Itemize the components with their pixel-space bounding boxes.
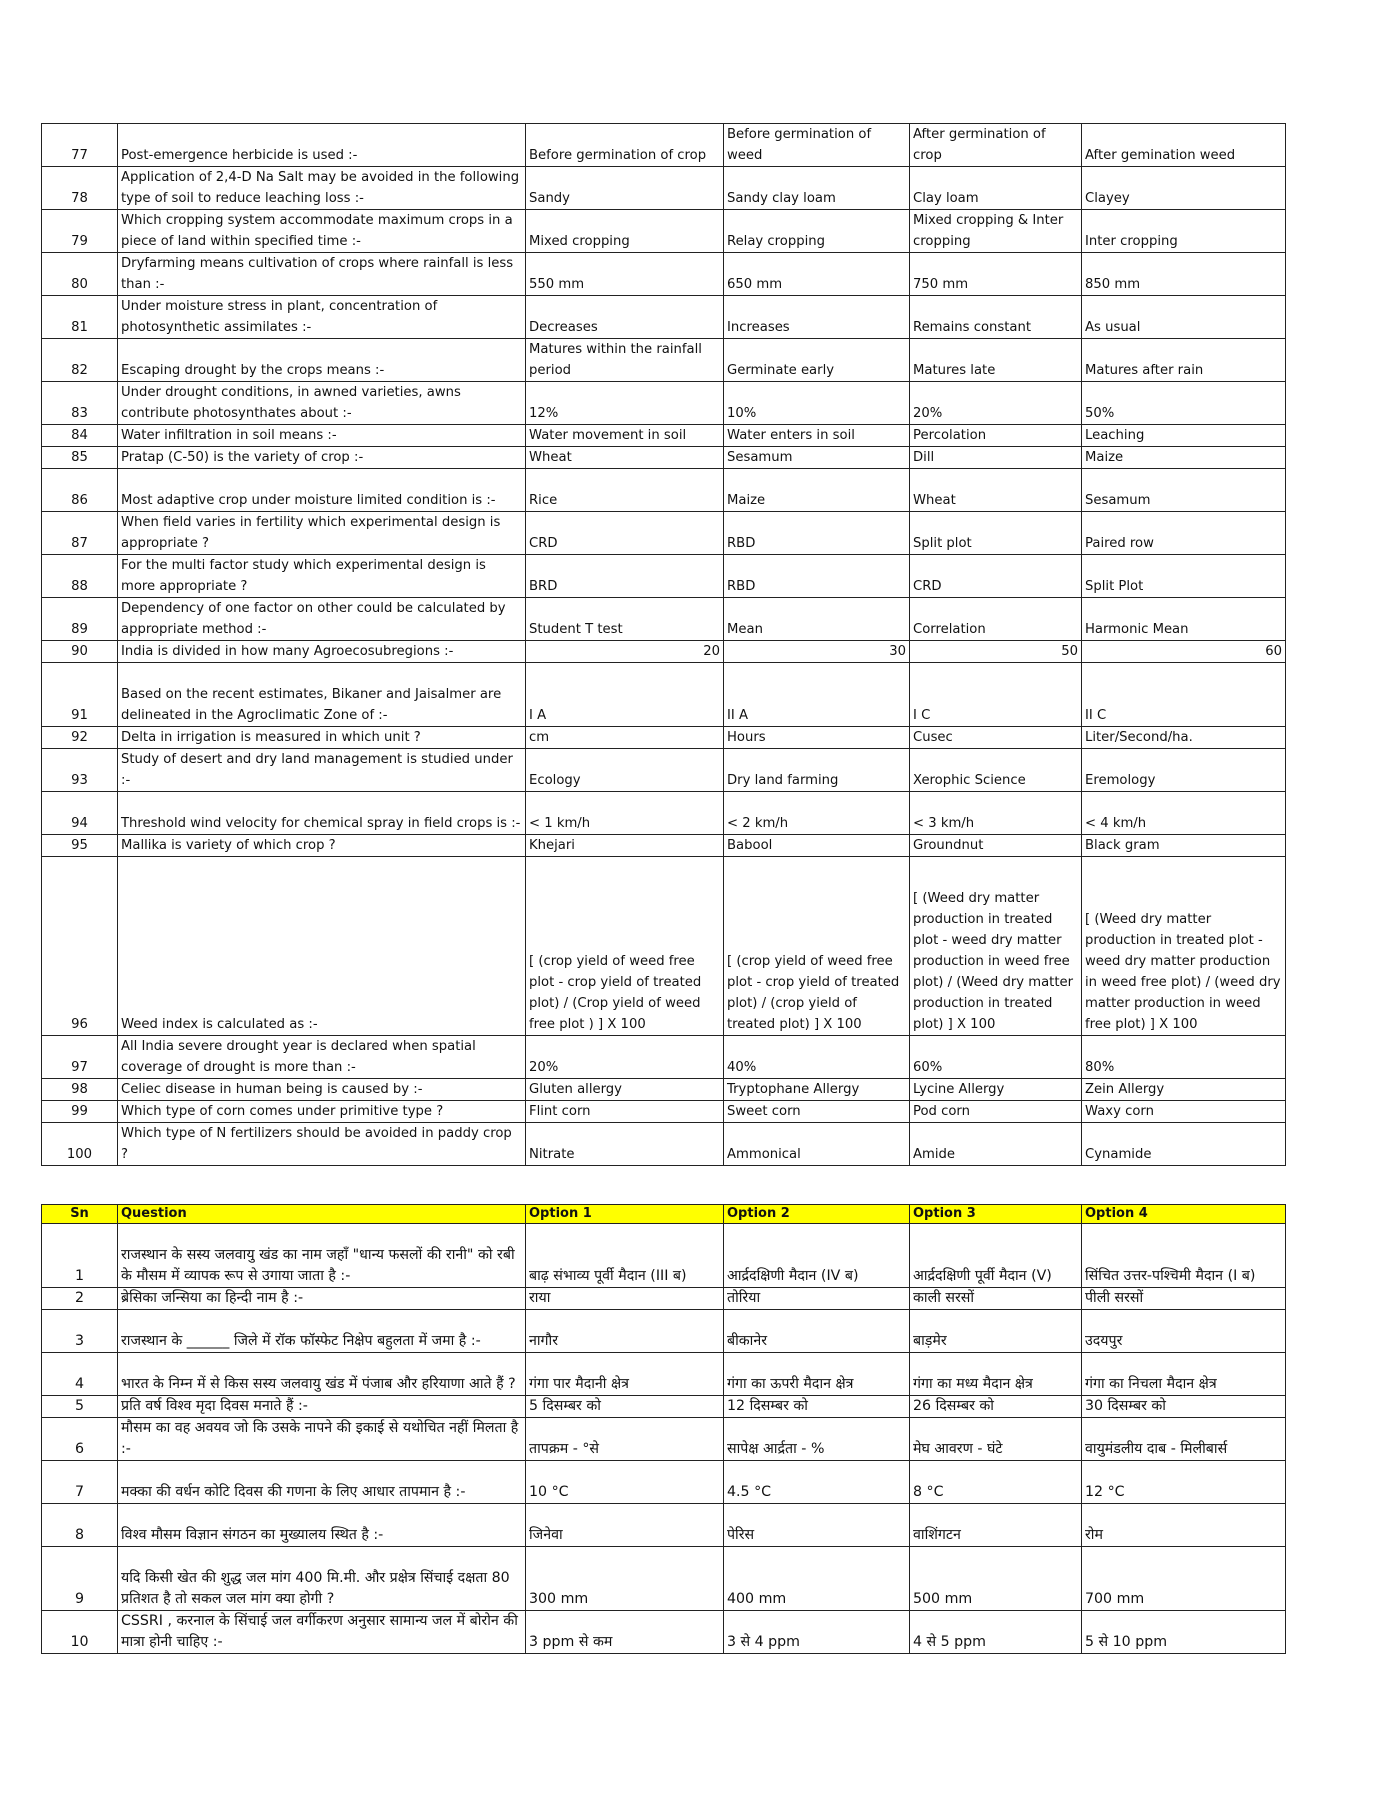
option-3-cell: Remains constant	[910, 296, 1082, 339]
row-number: 98	[42, 1079, 118, 1101]
row-number: 95	[42, 835, 118, 857]
option-1-cell: Sandy	[526, 167, 724, 210]
question-cell: मौसम का वह अवयव जो कि उसके नापने की इकाई से यथोचित नहीं मिलता है :-	[118, 1418, 526, 1461]
option-1-cell: < 1 km/h	[526, 792, 724, 835]
option-2-cell: तोरिया	[724, 1288, 910, 1310]
option-4-cell: 5 से 10 ppm	[1082, 1611, 1286, 1654]
table-row	[42, 296, 1286, 339]
question-cell: CSSRI , करनाल के सिंचाई जल वर्गीकरण अनुसार सामान्य जल में बोरोन की मात्रा होनी चाहिए :-	[118, 1611, 526, 1654]
option-3-cell: Cusec	[910, 727, 1082, 749]
question-cell: ब्रेसिका जन्सिया का हिन्दी नाम है :-	[118, 1288, 526, 1310]
option-2-cell: 40%	[724, 1036, 910, 1079]
question-cell: Based on the recent estimates, Bikaner and Jaisalmer are delineated in the Agroclimatic Zone of :-	[118, 663, 526, 727]
option-2-cell: II A	[724, 663, 910, 727]
option-3-cell: Matures late	[910, 339, 1082, 382]
row-number: 6	[42, 1418, 118, 1461]
question-cell: Post-emergence herbicide is used :-	[118, 124, 526, 167]
question-cell: India is divided in how many Agroecosubregions :-	[118, 641, 526, 663]
option-4-cell: 60	[1082, 641, 1286, 663]
option-4-cell: Leaching	[1082, 425, 1286, 447]
option-3-cell: Pod corn	[910, 1101, 1082, 1123]
option-2-cell: Hours	[724, 727, 910, 749]
question-cell: Which cropping system accommodate maximum crops in a piece of land within specified time :-	[118, 210, 526, 253]
table-row	[42, 425, 1286, 447]
question-cell: When field varies in fertility which experimental design is appropriate ?	[118, 512, 526, 555]
option-2-cell: Ammonical	[724, 1123, 910, 1166]
option-2-cell: Relay cropping	[724, 210, 910, 253]
option-2-cell: RBD	[724, 512, 910, 555]
option-3-cell: Groundnut	[910, 835, 1082, 857]
option-2-cell: गंगा का ऊपरी मैदान क्षेत्र	[724, 1353, 910, 1396]
option-2-cell: Maize	[724, 469, 910, 512]
question-cell: Most adaptive crop under moisture limited condition is :-	[118, 469, 526, 512]
option-1-cell: 5 दिसम्बर को	[526, 1396, 724, 1418]
option-3-cell: Clay loam	[910, 167, 1082, 210]
option-1-cell: Water movement in soil	[526, 425, 724, 447]
option-1-cell: Decreases	[526, 296, 724, 339]
row-number: 78	[42, 167, 118, 210]
option-4-cell: 80%	[1082, 1036, 1286, 1079]
question-cell: Mallika is variety of which crop ?	[118, 835, 526, 857]
question-cell: भारत के निम्न में से किस सस्य जलवायु खंड में पंजाब और हरियाणा आते हैं ?	[118, 1353, 526, 1396]
table-row	[42, 1461, 1286, 1504]
option-2-cell: Tryptophane Allergy	[724, 1079, 910, 1101]
question-cell: Which type of N fertilizers should be avoided in paddy crop ?	[118, 1123, 526, 1166]
option-1-cell: Matures within the rainfall period	[526, 339, 724, 382]
question-cell: Under moisture stress in plant, concentration of photosynthetic assimilates :-	[118, 296, 526, 339]
option-1-cell: गंगा पार मैदानी क्षेत्र	[526, 1353, 724, 1396]
question-cell: Study of desert and dry land management is studied under :-	[118, 749, 526, 792]
option-2-cell: 12 दिसम्बर को	[724, 1396, 910, 1418]
option-2-cell: Increases	[724, 296, 910, 339]
option-2-cell: 3 से 4 ppm	[724, 1611, 910, 1654]
option-1-cell: Wheat	[526, 447, 724, 469]
option-2-cell: Sweet corn	[724, 1101, 910, 1123]
option-4-cell: Liter/Second/ha.	[1082, 727, 1286, 749]
question-cell: Which type of corn comes under primitive type ?	[118, 1101, 526, 1123]
row-number: 80	[42, 253, 118, 296]
option-3-cell: गंगा का मध्य मैदान क्षेत्र	[910, 1353, 1082, 1396]
option-1-cell: 550 mm	[526, 253, 724, 296]
table-row	[42, 727, 1286, 749]
row-number: 3	[42, 1310, 118, 1353]
option-2-cell: पेरिस	[724, 1504, 910, 1547]
option-4-cell: 30 दिसम्बर को	[1082, 1396, 1286, 1418]
option-3-cell: Dill	[910, 447, 1082, 469]
option-1-cell: Before germination of crop	[526, 124, 724, 167]
row-number: 97	[42, 1036, 118, 1079]
question-cell: For the multi factor study which experimental design is more appropriate ?	[118, 555, 526, 598]
option-1-cell: नागौर	[526, 1310, 724, 1353]
option-1-cell: 10 °C	[526, 1461, 724, 1504]
table-row	[42, 1611, 1286, 1654]
question-cell: राजस्थान के सस्य जलवायु खंड का नाम जहाँ "धान्य फसलों की रानी" को रबी के मौसम में व्यापक रूप से उगाया जाता है :-	[118, 1224, 526, 1288]
table-row	[42, 1123, 1286, 1166]
option-1-cell: 20	[526, 641, 724, 663]
option-1-cell: BRD	[526, 555, 724, 598]
table-row	[42, 749, 1286, 792]
option-4-cell: Eremology	[1082, 749, 1286, 792]
option-1-cell: Nitrate	[526, 1123, 724, 1166]
option-3-cell: मेघ आवरण - घंटे	[910, 1418, 1082, 1461]
option-4-cell: Sesamum	[1082, 469, 1286, 512]
option-3-cell: काली सरसों	[910, 1288, 1082, 1310]
option-4-cell: 12 °C	[1082, 1461, 1286, 1504]
option-3-cell: वाशिंगटन	[910, 1504, 1082, 1547]
question-cell: यदि किसी खेत की शुद्ध जल मांग 400 मि.मी. और प्रक्षेत्र सिंचाई दक्षता 80 प्रतिशत है तो सकल जल मांग क्या होगी ?	[118, 1547, 526, 1611]
option-2-cell: < 2 km/h	[724, 792, 910, 835]
option-2-cell: सापेक्ष आर्द्रता - %	[724, 1418, 910, 1461]
question-cell: Weed index is calculated as :-	[118, 857, 526, 1036]
row-number: 93	[42, 749, 118, 792]
row-number: 77	[42, 124, 118, 167]
row-number: 84	[42, 425, 118, 447]
option-4-cell: II C	[1082, 663, 1286, 727]
table-row	[42, 339, 1286, 382]
table-row	[42, 1396, 1286, 1418]
question-cell: Water infiltration in soil means :-	[118, 425, 526, 447]
header-option-4: Option 4	[1082, 1205, 1286, 1224]
option-4-cell: रोम	[1082, 1504, 1286, 1547]
row-number: 90	[42, 641, 118, 663]
option-4-cell: वायुमंडलीय दाब - मिलीबार्स	[1082, 1418, 1286, 1461]
row-number: 5	[42, 1396, 118, 1418]
table-row	[42, 512, 1286, 555]
table-row	[42, 555, 1286, 598]
option-4-cell: Cynamide	[1082, 1123, 1286, 1166]
header-option-1: Option 1	[526, 1205, 724, 1224]
option-2-cell: Before germination of weed	[724, 124, 910, 167]
option-4-cell: Matures after rain	[1082, 339, 1286, 382]
option-2-cell: Germinate early	[724, 339, 910, 382]
option-4-cell: Waxy corn	[1082, 1101, 1286, 1123]
option-2-cell: Water enters in soil	[724, 425, 910, 447]
row-number: 82	[42, 339, 118, 382]
row-number: 1	[42, 1224, 118, 1288]
row-number: 2	[42, 1288, 118, 1310]
option-1-cell: Rice	[526, 469, 724, 512]
option-1-cell: Mixed cropping	[526, 210, 724, 253]
option-1-cell: I A	[526, 663, 724, 727]
table-row	[42, 835, 1286, 857]
table-row	[42, 1288, 1286, 1310]
option-2-cell: Sandy clay loam	[724, 167, 910, 210]
header-question: Question	[118, 1205, 526, 1224]
option-4-cell: < 4 km/h	[1082, 792, 1286, 835]
option-2-cell: [ (crop yield of weed free plot - crop yield of treated plot) / (crop yield of treated plot) ] X 100	[724, 857, 910, 1036]
option-4-cell: गंगा का निचला मैदान क्षेत्र	[1082, 1353, 1286, 1396]
question-cell: Threshold wind velocity for chemical spray in field crops is :-	[118, 792, 526, 835]
option-1-cell: Khejari	[526, 835, 724, 857]
row-number: 88	[42, 555, 118, 598]
option-3-cell: < 3 km/h	[910, 792, 1082, 835]
option-1-cell: Gluten allergy	[526, 1079, 724, 1101]
table-row	[42, 598, 1286, 641]
question-cell: प्रति वर्ष विश्व मृदा दिवस मनाते हैं :-	[118, 1396, 526, 1418]
option-4-cell: As usual	[1082, 296, 1286, 339]
question-cell: राजस्थान के ______ जिले में रॉक फॉस्फेट निक्षेप बहुलता में जमा है :-	[118, 1310, 526, 1353]
table-row	[42, 253, 1286, 296]
header-option-3: Option 3	[910, 1205, 1082, 1224]
row-number: 91	[42, 663, 118, 727]
table-row	[42, 447, 1286, 469]
row-number: 10	[42, 1611, 118, 1654]
option-2-cell: आर्द्रदक्षिणी मैदान (IV ब)	[724, 1224, 910, 1288]
table-row	[42, 1036, 1286, 1079]
table-row	[42, 124, 1286, 167]
row-number: 96	[42, 857, 118, 1036]
row-number: 79	[42, 210, 118, 253]
option-1-cell: जिनेवा	[526, 1504, 724, 1547]
option-4-cell: [ (Weed dry matter production in treated plot - weed dry matter production in weed free plot) / (weed dry matter production in weed free plot) ] X 100	[1082, 857, 1286, 1036]
option-4-cell: Clayey	[1082, 167, 1286, 210]
option-2-cell: 30	[724, 641, 910, 663]
row-number: 81	[42, 296, 118, 339]
option-2-cell: Sesamum	[724, 447, 910, 469]
row-number: 9	[42, 1547, 118, 1611]
table-row	[42, 1310, 1286, 1353]
table-row	[42, 210, 1286, 253]
table-row	[42, 167, 1286, 210]
option-1-cell: तापक्रम - °से	[526, 1418, 724, 1461]
table-row	[42, 1224, 1286, 1288]
option-1-cell: CRD	[526, 512, 724, 555]
option-4-cell: 50%	[1082, 382, 1286, 425]
option-3-cell: 26 दिसम्बर को	[910, 1396, 1082, 1418]
table-row	[42, 663, 1286, 727]
option-3-cell: After germination of crop	[910, 124, 1082, 167]
option-4-cell: Zein Allergy	[1082, 1079, 1286, 1101]
option-2-cell: 10%	[724, 382, 910, 425]
table-row	[42, 641, 1286, 663]
table-row	[42, 1101, 1286, 1123]
question-cell: Under drought conditions, in awned varieties, awns contribute photosynthates about :-	[118, 382, 526, 425]
option-3-cell: 50	[910, 641, 1082, 663]
option-3-cell: 60%	[910, 1036, 1082, 1079]
option-3-cell: 20%	[910, 382, 1082, 425]
option-1-cell: बाढ़ संभाव्य पूर्वी मैदान (III ब)	[526, 1224, 724, 1288]
row-number: 86	[42, 469, 118, 512]
option-4-cell: Maize	[1082, 447, 1286, 469]
option-2-cell: बीकानेर	[724, 1310, 910, 1353]
question-cell: Dryfarming means cultivation of crops where rainfall is less than :-	[118, 253, 526, 296]
question-cell: All India severe drought year is declared when spatial coverage of drought is more than :-	[118, 1036, 526, 1079]
option-4-cell: पीली सरसों	[1082, 1288, 1286, 1310]
option-2-cell: 400 mm	[724, 1547, 910, 1611]
row-number: 7	[42, 1461, 118, 1504]
quiz-table-hindi	[41, 1204, 1286, 1654]
table-row	[42, 1353, 1286, 1396]
question-cell: Dependency of one factor on other could be calculated by appropriate method :-	[118, 598, 526, 641]
option-4-cell: 700 mm	[1082, 1547, 1286, 1611]
row-number: 92	[42, 727, 118, 749]
option-3-cell: Correlation	[910, 598, 1082, 641]
option-3-cell: Amide	[910, 1123, 1082, 1166]
option-1-cell: Ecology	[526, 749, 724, 792]
question-cell: विश्व मौसम विज्ञान संगठन का मुख्यालय स्थित है :-	[118, 1504, 526, 1547]
row-number: 87	[42, 512, 118, 555]
option-1-cell: 3 ppm से कम	[526, 1611, 724, 1654]
option-4-cell: उदयपुर	[1082, 1310, 1286, 1353]
row-number: 94	[42, 792, 118, 835]
option-3-cell: Percolation	[910, 425, 1082, 447]
option-4-cell: Black gram	[1082, 835, 1286, 857]
question-cell: मक्का की वर्धन कोटि दिवस की गणना के लिए आधार तापमान है :-	[118, 1461, 526, 1504]
option-3-cell: Lycine Allergy	[910, 1079, 1082, 1101]
row-number: 83	[42, 382, 118, 425]
option-1-cell: राया	[526, 1288, 724, 1310]
option-4-cell: Harmonic Mean	[1082, 598, 1286, 641]
table-row	[42, 857, 1286, 1036]
option-1-cell: 300 mm	[526, 1547, 724, 1611]
option-2-cell: Dry land farming	[724, 749, 910, 792]
header-sn: Sn	[42, 1205, 118, 1224]
option-4-cell: Paired row	[1082, 512, 1286, 555]
table-row	[42, 1418, 1286, 1461]
row-number: 8	[42, 1504, 118, 1547]
option-3-cell: आर्द्रदक्षिणी पूर्वी मैदान (V)	[910, 1224, 1082, 1288]
option-4-cell: Split Plot	[1082, 555, 1286, 598]
option-1-cell: [ (crop yield of weed free plot - crop yield of treated plot) / (Crop yield of weed free plot ) ] X 100	[526, 857, 724, 1036]
table-row	[42, 1547, 1286, 1611]
option-3-cell: बाड़मेर	[910, 1310, 1082, 1353]
option-3-cell: Xerophic Science	[910, 749, 1082, 792]
table-header-row	[42, 1205, 1286, 1224]
row-number: 85	[42, 447, 118, 469]
option-4-cell: After gemination weed	[1082, 124, 1286, 167]
question-cell: Delta in irrigation is measured in which unit ?	[118, 727, 526, 749]
option-4-cell: सिंचित उत्तर-पश्चिमी मैदान (I ब)	[1082, 1224, 1286, 1288]
table-row	[42, 1079, 1286, 1101]
option-3-cell: Mixed cropping & Inter cropping	[910, 210, 1082, 253]
option-1-cell: Student T test	[526, 598, 724, 641]
option-4-cell: Inter cropping	[1082, 210, 1286, 253]
option-2-cell: 650 mm	[724, 253, 910, 296]
option-1-cell: 20%	[526, 1036, 724, 1079]
row-number: 99	[42, 1101, 118, 1123]
option-3-cell: I C	[910, 663, 1082, 727]
question-cell: Celiec disease in human being is caused by :-	[118, 1079, 526, 1101]
option-4-cell: 850 mm	[1082, 253, 1286, 296]
row-number: 100	[42, 1123, 118, 1166]
option-3-cell: [ (Weed dry matter production in treated plot - weed dry matter production in weed free plot) / (Weed dry matter production in treated plot) ] X 100	[910, 857, 1082, 1036]
option-1-cell: cm	[526, 727, 724, 749]
option-2-cell: RBD	[724, 555, 910, 598]
question-cell: Pratap (C-50) is the variety of crop :-	[118, 447, 526, 469]
row-number: 4	[42, 1353, 118, 1396]
question-cell: Application of 2,4-D Na Salt may be avoided in the following type of soil to reduce leaching loss :-	[118, 167, 526, 210]
option-3-cell: 4 से 5 ppm	[910, 1611, 1082, 1654]
row-number: 89	[42, 598, 118, 641]
quiz-table-english	[41, 123, 1286, 1166]
table-row	[42, 792, 1286, 835]
table-row	[42, 1504, 1286, 1547]
table-row	[42, 469, 1286, 512]
option-3-cell: 8 °C	[910, 1461, 1082, 1504]
table-row	[42, 382, 1286, 425]
option-3-cell: CRD	[910, 555, 1082, 598]
option-3-cell: 750 mm	[910, 253, 1082, 296]
option-3-cell: 500 mm	[910, 1547, 1082, 1611]
question-cell: Escaping drought by the crops means :-	[118, 339, 526, 382]
option-2-cell: Mean	[724, 598, 910, 641]
option-1-cell: Flint corn	[526, 1101, 724, 1123]
option-2-cell: 4.5 °C	[724, 1461, 910, 1504]
header-option-2: Option 2	[724, 1205, 910, 1224]
option-3-cell: Wheat	[910, 469, 1082, 512]
option-1-cell: 12%	[526, 382, 724, 425]
option-2-cell: Babool	[724, 835, 910, 857]
option-3-cell: Split plot	[910, 512, 1082, 555]
